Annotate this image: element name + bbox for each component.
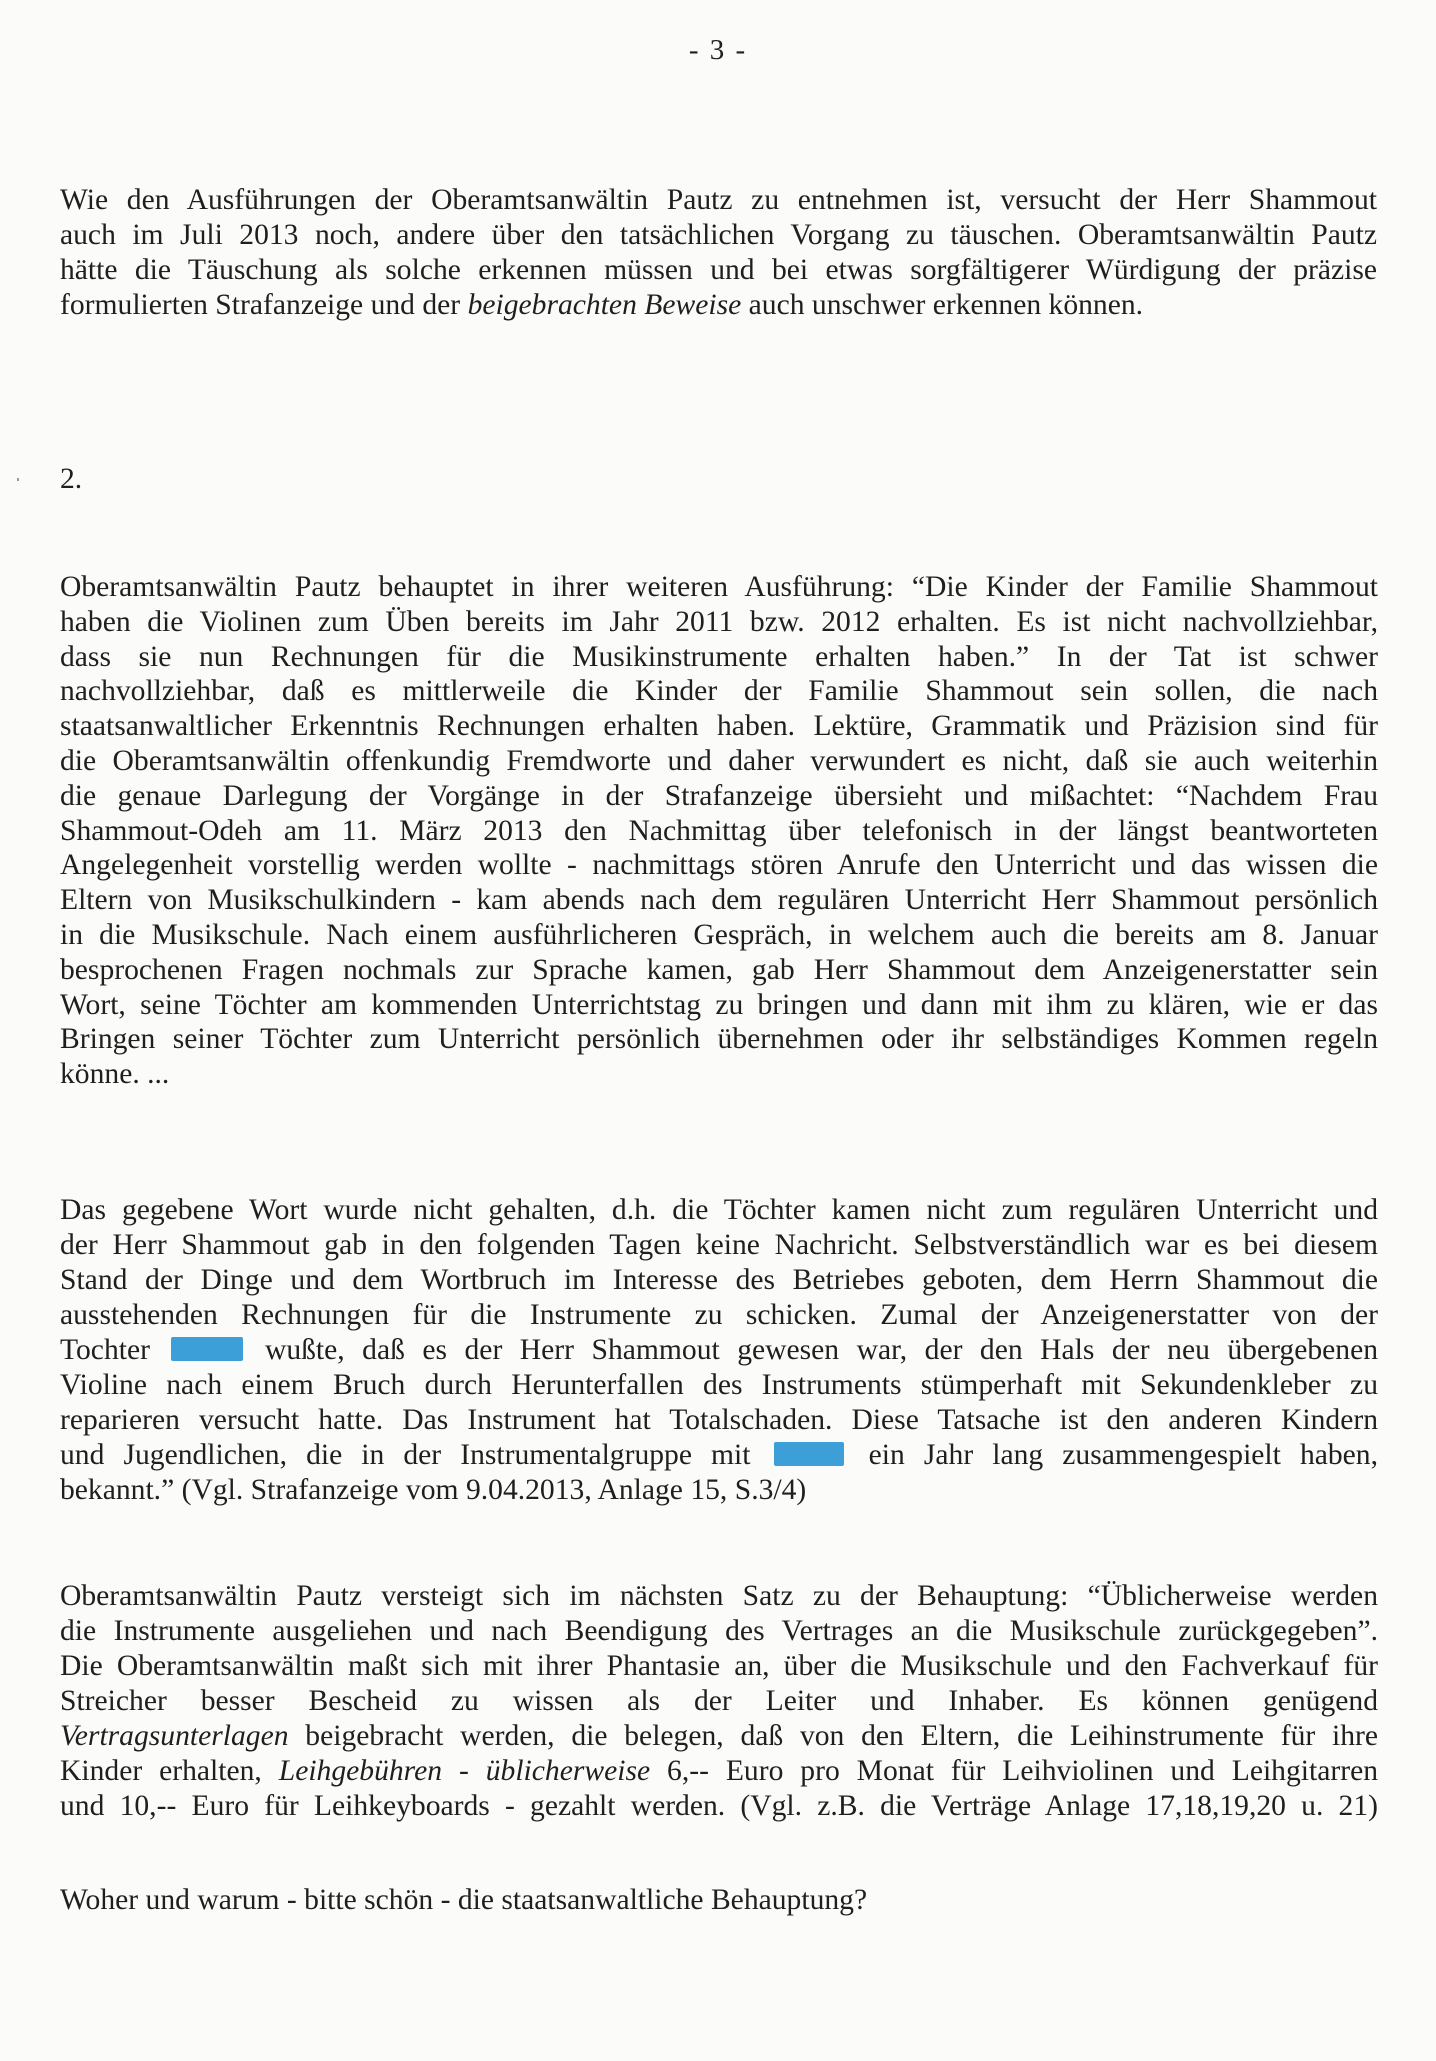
text-line: die genaue Darlegung der Vorgänge in der Strafanzeige übersieht und mißachtet: “Nachdem Frau [60,779,1378,812]
text-line: Oberamtsanwältin Pautz behauptet in ihrer weiteren Ausführung: “Die Kinder der Familie Shammout [60,571,1378,603]
text-line: Streicher besser Bescheid zu wissen als der Leiter und Inhaber. Es können genügend [60,1685,1378,1717]
text-run: wußte, daß es der Herr Shammout gewesen war, der den Hals der neu übergebenen [264,1334,1379,1366]
emphasis-text: beigebrachten Beweise [467,289,742,321]
page-number: - 3 - [688,34,748,66]
text-line [60,1719,1378,1754]
text-line: reparieren versucht hatte. Das Instrument hat Totalschaden. Diese Tatsache ist den anderen Kindern [60,1404,1378,1436]
text-line [60,1438,1378,1473]
text-line: hätte die Täuschung als solche erkennen müssen und bei etwas sorgfältigerer Würdigung der präzise [60,254,1377,286]
text-run: ein Jahr lang zusammengespielt haben, [868,1439,1379,1471]
scan-speck [17,478,19,481]
text-line: Oberamtsanwältin Pautz versteigt sich im nächsten Satz zu der Behauptung: “Üblicherweise werden [60,1580,1378,1612]
text-line: Violine nach einem Bruch durch Herunterfallen des Instruments stümperhaft mit Sekundenkleber zu [60,1369,1378,1401]
text-line [60,288,1377,323]
text-line: Die Oberamtsanwältin maßt sich mit ihrer Phantasie an, über die Musikschule und den Fachverkauf für [60,1650,1378,1682]
text-line: dass sie nun Rechnungen für die Musikinstrumente erhalten haben.” In der Tat ist schwer [60,640,1378,673]
emphasis-text: Leihgebühren - üblicherweise [278,1755,651,1787]
text-line: staatsanwaltlicher Erkenntnis Rechnungen erhalten haben. Lektüre, Grammatik und Präzision sind für [60,710,1378,743]
text-line [60,1333,1378,1368]
text-line: auch im Juli 2013 noch, andere über den tatsächlichen Vorgang zu täuschen. Oberamtsanwältin Pautz [60,219,1377,251]
text-line [60,1754,1378,1789]
redaction-mark [774,1442,844,1466]
text-run: und Jugendlichen, die in der Instrumentalgruppe mit [60,1439,751,1471]
text-line: in die Musikschule. Nach einem ausführlicheren Gespräch, in welchem auch die bereits am 8. Januar [60,918,1378,951]
text-line: bekannt.” (Vgl. Strafanzeige vom 9.04.2013, Anlage 15, S.3/4) [60,1474,807,1506]
text-run: Kinder erhalten, [60,1755,279,1787]
text-line: Woher und warum - bitte schön - die staatsanwaltliche Behauptung? [60,1884,868,1916]
text-line: haben die Violinen zum Üben bereits im Jahr 2011 bzw. 2012 erhalten. Es ist nicht nachvollziehbar, [60,605,1378,638]
text-line: Stand der Dinge und dem Wortbruch im Interesse des Betriebes geboten, dem Herrn Shammout die [60,1264,1378,1296]
text-line: Das gegebene Wort wurde nicht gehalten, d.h. die Töchter kamen nicht zum regulären Unterricht und [60,1194,1378,1226]
paragraph-1 [60,183,1377,323]
text-line: nachvollziehbar, daß es mittlerweile die Kinder der Familie Shammout sein sollen, die nach [60,675,1378,708]
paragraph-4 [60,1579,1378,1824]
text-line: der Herr Shammout gab in den folgenden Tagen keine Nachricht. Selbstverständlich war es bei diesem [60,1229,1378,1261]
paragraph-5 [60,1883,1378,1918]
text-run: formulierten Strafanzeige und der [60,289,468,321]
paragraph-2 [60,570,1378,1092]
text-line: besprochenen Fragen nochmals zur Sprache kamen, gab Herr Shammout dem Anzeigenerstatter sein [60,953,1378,986]
redaction-mark [171,1337,243,1361]
text-line: und 10,-- Euro für Leihkeyboards - gezahlt werden. (Vgl. z.B. die Verträge Anlage 17,18,19,20 u. 21) [60,1790,1378,1822]
text-line: Angelegenheit vorstellig werden wollte - nachmittags stören Anrufe den Unterricht und das wissen die [60,849,1378,882]
text-run: 6,-- Euro pro Monat für Leihviolinen und Leihgitarren [650,1755,1379,1787]
text-run: auch unschwer erkennen können. [741,289,1144,321]
text-run: beigebracht werden, die belegen, daß von den Eltern, die Leihinstrumente für ihre [288,1720,1378,1752]
text-line: die Oberamtsanwältin offenkundig Fremdworte und daher verwundert es nicht, daß sie auch weiterhin [60,744,1378,777]
text-run: Tochter [60,1334,150,1366]
section-number: 2. [60,463,83,495]
paragraph-3 [60,1193,1378,1508]
text-line: ausstehenden Rechnungen für die Instrumente zu schicken. Zumal der Anzeigenerstatter von der [60,1299,1378,1331]
text-line: Wort, seine Töchter am kommenden Unterrichtstag zu bringen und dann mit ihm zu klären, wie er das [60,988,1378,1021]
text-line: die Instrumente ausgeliehen und nach Beendigung des Vertrages an die Musikschule zurückgegeben”. [60,1615,1378,1647]
text-line: Wie den Ausführungen der Oberamtsanwältin Pautz zu entnehmen ist, versucht der Herr Shammout [60,184,1377,216]
emphasis-text: Vertragsunterlagen [60,1720,289,1752]
text-line: könne. ... [60,1058,170,1091]
text-line: Shammout-Odeh am 11. März 2013 den Nachmittag über telefonisch in der längst beantworteten [60,814,1378,847]
text-line: Eltern von Musikschulkindern - kam abends nach dem regulären Unterricht Herr Shammout persönlich [60,884,1378,917]
text-line: Bringen seiner Töchter zum Unterricht persönlich übernehmen oder ihr selbständiges Kommen regeln [60,1023,1378,1056]
